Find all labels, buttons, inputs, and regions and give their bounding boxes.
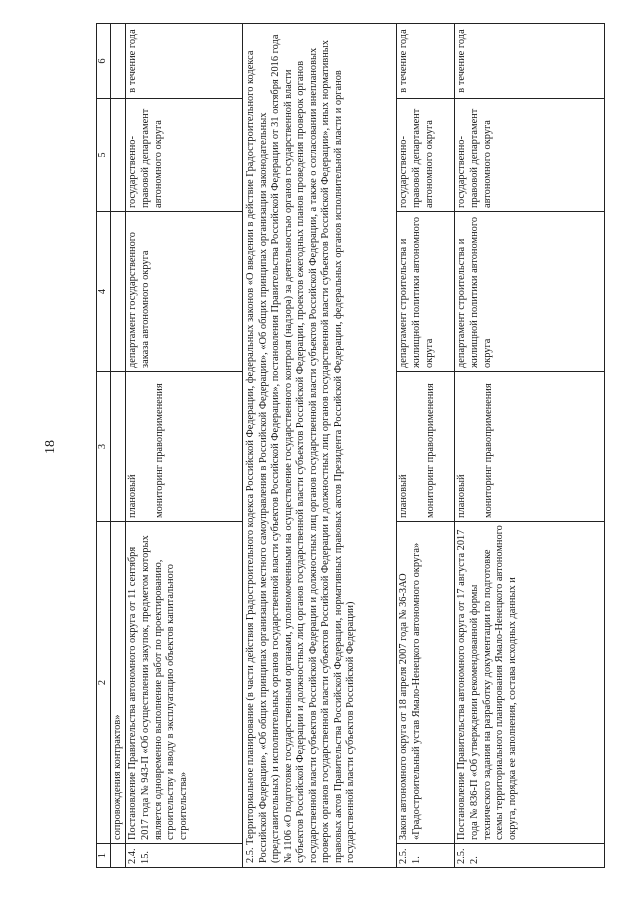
col-number-2: 2	[97, 522, 111, 844]
executor: департамент строительства и жилищной политики автономного округа	[455, 212, 605, 372]
row-number: 2.5.2.	[455, 844, 605, 868]
rotated-table-area	[96, 24, 636, 868]
term: в течение года	[397, 24, 455, 99]
monitoring-type-b: мониторинг правоприменения	[483, 383, 495, 518]
column-numbers-row	[97, 24, 111, 868]
row-number: 2.4.15.	[126, 844, 243, 868]
executor: департамент государственного заказа автономного округа	[126, 212, 243, 372]
table-row	[455, 24, 605, 868]
document-title: Постановление Правительства автономного округа от 17 августа 2017 года № 836-П «Об утверждении рекомендованной формы технического задания на разработку документации по подготовке схемы территориального планирования Ямало-Ненецкого автономного округа, порядка ее заполнения, состава исходных данных и	[455, 522, 605, 844]
row-continuation-text: сопровождения контрактов»	[110, 522, 126, 844]
co-executor: государственно-правовой департамент автономного округа	[397, 99, 455, 212]
table-row	[397, 24, 455, 868]
section-header-row	[243, 24, 397, 868]
term: в течение года	[126, 24, 243, 99]
monitoring-type-b: мониторинг правоприменения	[425, 383, 437, 518]
page-number: 18	[43, 440, 58, 454]
section-2-5-heading: 2.5. Территориальное планирование (в части действия Градостроительного кодекса Российской Федерации, федеральных законов «О введении в действие Градостроительного кодекса Российской Федерации», «Об общих принципах организации местного самоуправления в Российской Федерации», «Об общих принципах организации законодательных (представительных) и исполнительных органов государственной власти субъектов Российской Федерации», постановления Правительства Российской Федерации от 31 октября 2016 года № 1106 «О подготовке государственными органами, уполномоченными на осуществление государственного контроля (надзора) за деятельностью органов государственной власти субъектов Российской Федерации и должностных лиц органов государственной власти субъектов Российской Федерации, проектов ежегодных планов проведения проверок органов государственной власти субъектов Российской Федерации и должностных лиц органов государственной власти субъектов Российской Федерации, а также о согласовании внеплановых проверок органов государственной власти субъектов Российской Федерации и должностных лиц органов государственной власти субъектов Российской Федерации», иных нормативных правовых актов Правительства Российской Федерации, нормативных правовых актов Президента Российской Федерации, федеральных органов исполнительной власти и органов государственной власти субъектов Российской Федерации)	[243, 24, 397, 868]
monitoring-type-a: плановый	[127, 474, 139, 518]
co-executor: государственно-правовой департамент автономного округа	[126, 99, 243, 212]
monitoring-type	[455, 372, 605, 522]
table-row	[126, 24, 243, 868]
monitoring-type-b: мониторинг правоприменения	[154, 383, 166, 518]
monitoring-type-a: плановый	[456, 474, 468, 518]
monitoring-type	[397, 372, 455, 522]
co-executor: государственно-правовой департамент автономного округа	[455, 99, 605, 212]
col-number-1: 1	[97, 844, 111, 868]
document-title: Закон автономного округа от 18 апреля 2007 года № 36-ЗАО «Градостроительный устав Ямало-Ненецкого автономного округа»	[397, 522, 455, 844]
row-number: 2.5.1.	[397, 844, 455, 868]
plan-table	[96, 23, 605, 868]
monitoring-type	[126, 372, 243, 522]
col-number-4: 4	[97, 212, 111, 372]
col-number-5: 5	[97, 99, 111, 212]
document-title: Постановление Правительства автономного округа от 11 сентября 2017 года № 943-П «Об осуществлении закупок, предметом которых является одновременно выполнение работ по проектированию, строительству и вводу в эксплуатацию объектов капитального строительства»	[126, 522, 243, 844]
executor: департамент строительства и жилищной политики автономного округа	[397, 212, 455, 372]
table-row	[110, 24, 126, 868]
col-number-3: 3	[97, 372, 111, 522]
term: в течение года	[455, 24, 605, 99]
monitoring-type-a: плановый	[398, 474, 410, 518]
col-number-6: 6	[97, 24, 111, 99]
